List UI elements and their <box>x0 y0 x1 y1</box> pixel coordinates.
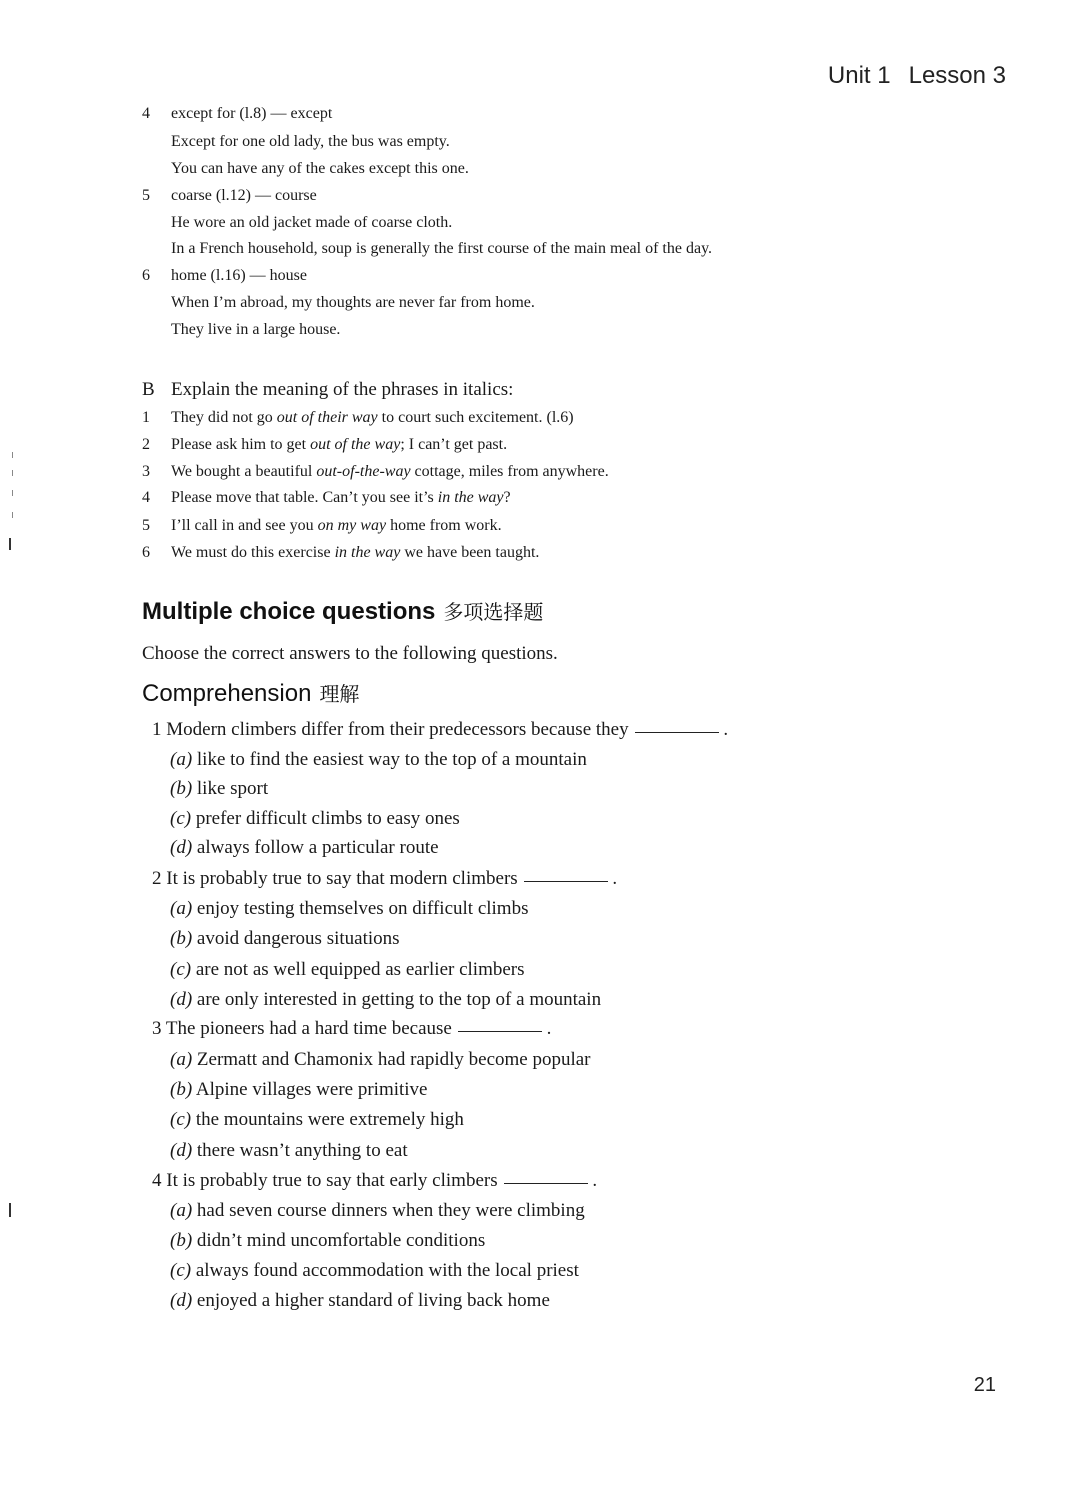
margin-mark <box>9 1203 11 1217</box>
question-number: 4 <box>152 1170 162 1191</box>
example-sentence: They live in a large house. <box>171 321 341 338</box>
option: (a) like to find the easiest way to the top of a mountain <box>170 749 587 770</box>
running-header <box>828 62 1006 90</box>
section-label: B <box>142 379 155 400</box>
question-stem: 1 Modern climbers differ from their predecessors because they . <box>152 719 729 740</box>
italic-phrase: in the way <box>437 489 504 506</box>
item-head: coarse (l.12) — course <box>171 187 317 204</box>
option: (c) the mountains were extremely high <box>170 1109 464 1130</box>
item-number: 4 <box>142 489 150 506</box>
question-number: 2 <box>152 868 162 889</box>
margin-dot <box>12 490 13 496</box>
item-number: 5 <box>142 187 150 204</box>
comprehension-heading: Comprehension 理解 <box>142 680 360 707</box>
italic-phrase: out of their way <box>276 409 378 426</box>
phrase-sentence: Please ask him to get out of the way; I can’t get past. <box>171 436 508 453</box>
option: (a) Zermatt and Chamonix had rapidly become popular <box>170 1049 591 1070</box>
page-number: 21 <box>973 1374 996 1396</box>
phrase-sentence: I’ll call in and see you on my way home from work. <box>171 517 502 534</box>
question-number: 1 <box>152 719 162 740</box>
italic-phrase: out of the way <box>310 436 401 453</box>
item-number: 6 <box>142 267 150 284</box>
unit-label: Unit 1 <box>827 62 891 89</box>
option: (d) are only interested in getting to the top of a mountain <box>170 989 602 1010</box>
answer-blank <box>635 732 719 733</box>
item-head: except for (l.8) — except <box>171 105 333 122</box>
example-sentence: Except for one old lady, the bus was empty. <box>171 133 450 150</box>
question-stem: 4 It is probably true to say that early climbers . <box>152 1170 598 1191</box>
option: (d) there wasn’t anything to eat <box>170 1140 408 1161</box>
option: (c) always found accommodation with the local priest <box>170 1260 579 1281</box>
item-number: 5 <box>142 517 150 534</box>
margin-dot <box>12 512 13 518</box>
item-head: home (l.16) — house <box>171 267 307 284</box>
phrase-sentence: Please move that table. Can’t you see it’s in the way? <box>171 489 511 506</box>
italic-phrase: out-of-the-way <box>316 463 411 480</box>
question-stem: 3 The pioneers had a hard time because . <box>152 1018 552 1039</box>
option: (d) always follow a particular route <box>170 837 439 858</box>
option: (c) are not as well equipped as earlier climbers <box>170 959 525 980</box>
option: (c) prefer difficult climbs to easy ones <box>170 808 460 829</box>
option: (b) like sport <box>170 778 269 799</box>
item-number: 3 <box>142 463 150 480</box>
phrase-sentence: We bought a beautiful out-of-the-way cottage, miles from anywhere. <box>171 463 609 480</box>
option: (b) avoid dangerous situations <box>170 928 400 949</box>
example-sentence: When I’m abroad, my thoughts are never far from home. <box>171 294 535 311</box>
example-sentence: You can have any of the cakes except this one. <box>171 160 469 177</box>
answer-blank <box>458 1031 542 1032</box>
question-stem: 2 It is probably true to say that modern climbers . <box>152 868 618 889</box>
lesson-label: Lesson 3 <box>908 62 1006 89</box>
heading-chinese: 多项选择题 <box>443 600 544 624</box>
option: (a) had seven course dinners when they were climbing <box>170 1200 585 1221</box>
mc-intro: Choose the correct answers to the following questions. <box>142 643 558 664</box>
phrase-sentence: They did not go out of their way to court such excitement. (l.6) <box>171 409 574 426</box>
option: (b) didn’t mind uncomfortable conditions <box>170 1230 486 1251</box>
item-number: 2 <box>142 436 150 453</box>
heading-chinese: 理解 <box>319 682 360 706</box>
italic-phrase: in the way <box>334 544 401 561</box>
phrase-sentence: We must do this exercise in the way we have been taught. <box>171 544 540 561</box>
answer-blank <box>504 1183 588 1184</box>
italic-phrase: on my way <box>317 517 387 534</box>
option: (b) Alpine villages were primitive <box>170 1079 428 1100</box>
section-instruction: Explain the meaning of the phrases in italics: <box>171 379 514 400</box>
example-sentence: In a French household, soup is generally the first course of the main meal of the day. <box>171 240 713 257</box>
answer-blank <box>524 881 608 882</box>
item-number: 6 <box>142 544 150 561</box>
question-number: 3 <box>152 1018 162 1039</box>
multiple-choice-heading: Multiple choice questions 多项选择题 <box>142 598 544 625</box>
margin-mark <box>9 538 11 550</box>
margin-dot <box>12 470 13 476</box>
margin-dot <box>12 452 13 458</box>
item-number: 4 <box>142 105 150 122</box>
option: (d) enjoyed a higher standard of living back home <box>170 1290 550 1311</box>
example-sentence: He wore an old jacket made of coarse cloth. <box>171 214 453 231</box>
item-number: 1 <box>142 409 150 426</box>
option: (a) enjoy testing themselves on difficult climbs <box>170 898 529 919</box>
